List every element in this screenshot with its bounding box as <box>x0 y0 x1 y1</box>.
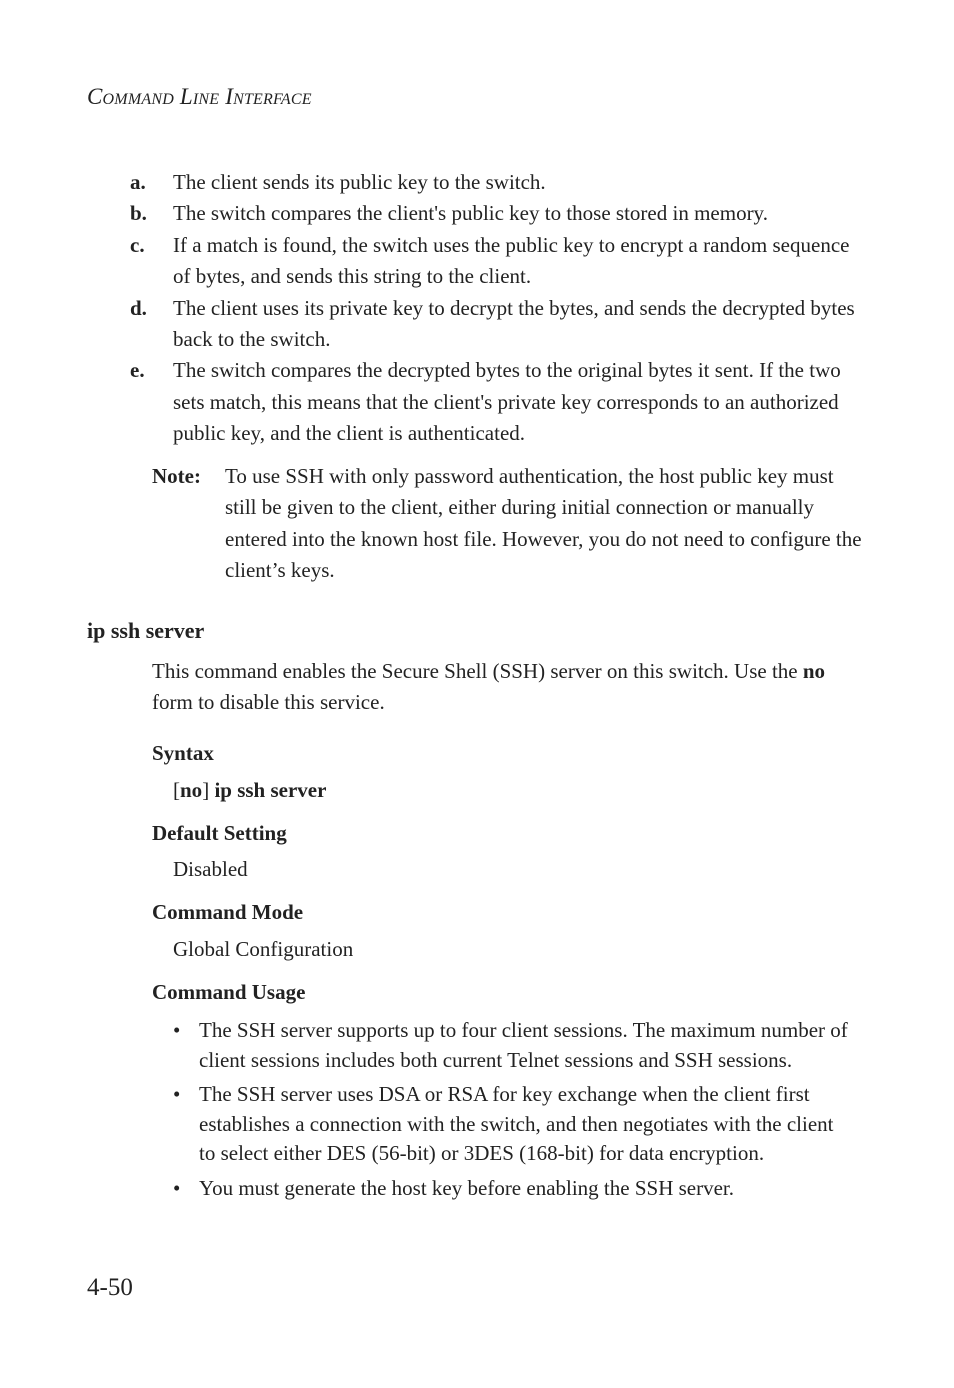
page-number: 4-50 <box>87 1274 133 1301</box>
list-item <box>173 1016 853 1075</box>
command-usage-list <box>173 1016 853 1208</box>
note-block <box>152 461 862 587</box>
list-item-text: You must generate the host key before enabling the SSH server. <box>199 1175 735 1200</box>
step-marker: b. <box>130 201 147 226</box>
bullet-glyph: • <box>173 1175 181 1200</box>
list-item-text: The SSH server uses DSA or RSA for key exchange when the client first establishes a connection with the switch, and then negotiates with the client to select either DES (56-bit) or 3DES (168-bit) for data encryption. <box>199 1082 834 1165</box>
command-description <box>152 656 852 719</box>
note-text: To use SSH with only password authentication, the host public key must still be given to the client, either during initial connection or manually entered into the known host file. However, you do not need to configure the client’s keys. <box>225 464 862 583</box>
step-text: The client uses its private key to decrypt the bytes, and sends the decrypted bytes back to the switch. <box>173 295 855 352</box>
syntax-command: ip ssh server <box>209 778 327 802</box>
command-mode-heading: Command Mode <box>152 900 304 924</box>
list-item <box>173 1080 853 1169</box>
syntax-no-keyword: no <box>180 778 203 802</box>
authentication-steps <box>130 167 860 450</box>
list-item-text: The SSH server supports up to four client sessions. The maximum number of client sessions includes both current Telnet sessions and SSH sessions. <box>199 1018 848 1072</box>
bullet-glyph: • <box>173 1082 181 1106</box>
step-text: The client sends its public key to the switch. <box>173 170 546 194</box>
step-text: The switch compares the decrypted bytes to the original bytes it sent. If the two sets match, this means that the client's private key corresponds to an authorized public key, and the client is authenticated. <box>173 358 841 446</box>
command-usage-heading: Command Usage <box>152 980 306 1004</box>
step-marker: a. <box>130 170 146 194</box>
step-c <box>130 230 860 293</box>
note-label: Note: <box>152 464 201 488</box>
bullet-glyph: • <box>173 1018 181 1042</box>
step-marker: d. <box>130 295 147 320</box>
command-mode-value: Global Configuration <box>173 937 354 961</box>
description-text: This command enables the Secure Shell (SSH) server on this switch. Use the <box>152 659 803 683</box>
syntax-line <box>173 778 326 803</box>
step-marker: c. <box>130 232 145 257</box>
syntax-heading: Syntax <box>152 741 214 765</box>
step-b <box>130 198 860 229</box>
default-setting-value: Disabled <box>173 857 248 881</box>
step-text: If a match is found, the switch uses the public key to encrypt a random sequence of bytes, and sends this string to the client. <box>173 232 850 289</box>
default-setting-heading: Default Setting <box>152 821 287 845</box>
running-header: Command Line Interface <box>87 84 312 109</box>
step-a <box>130 167 860 198</box>
step-marker: e. <box>130 358 145 383</box>
syntax-bracket: ] <box>202 778 210 802</box>
step-e <box>130 355 860 449</box>
description-text: form to disable this service. <box>152 690 385 715</box>
syntax-bracket: [ <box>173 778 180 802</box>
command-title: ip ssh server <box>87 618 205 643</box>
list-item <box>173 1174 853 1204</box>
description-keyword: no <box>802 659 826 683</box>
step-text: The switch compares the client's public key to those stored in memory. <box>173 201 768 226</box>
step-d <box>130 293 860 356</box>
